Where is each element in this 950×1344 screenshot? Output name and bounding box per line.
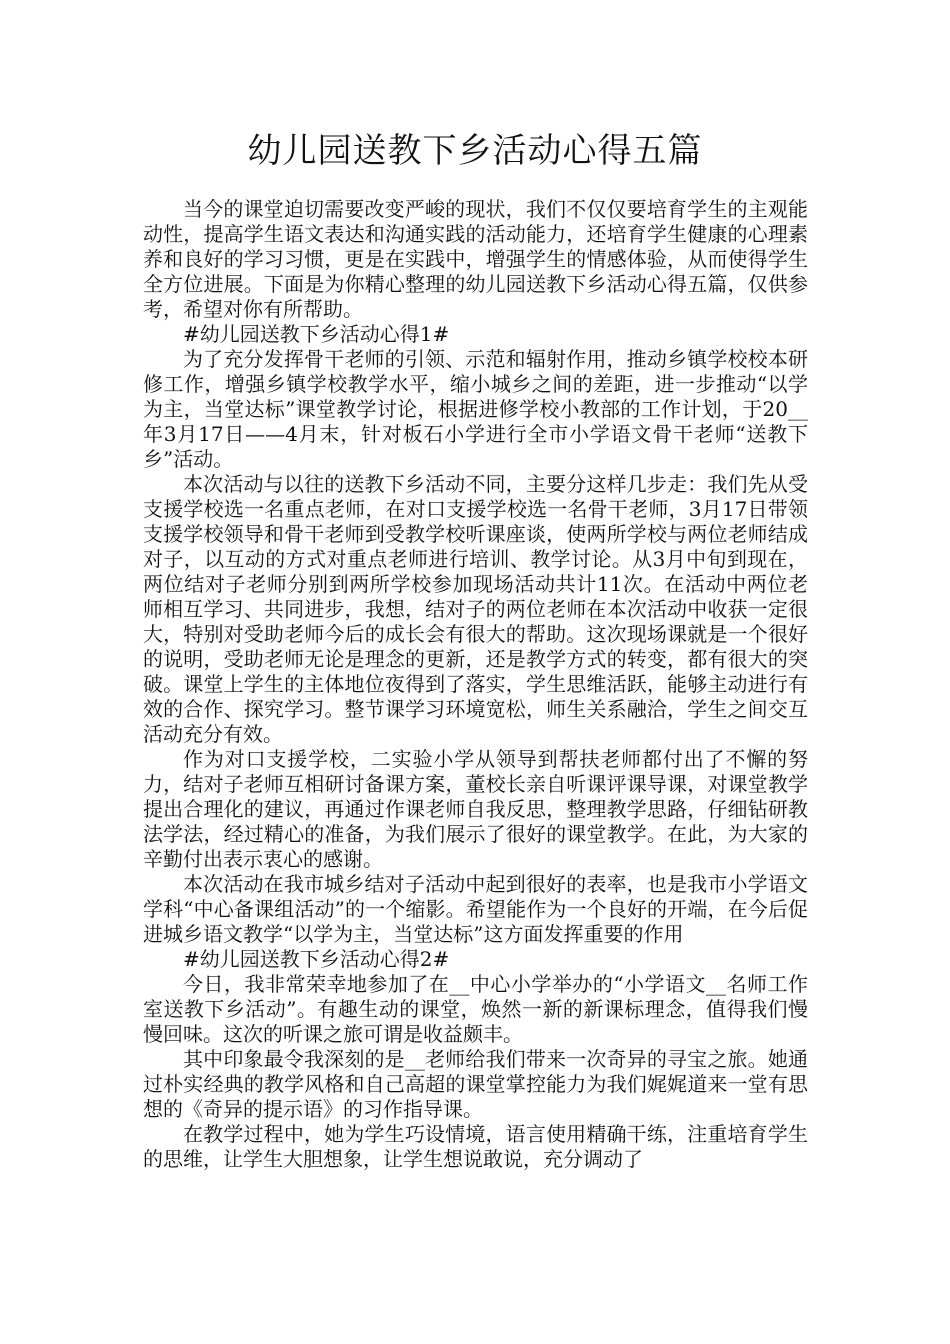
body-paragraph: 其中印象最令我深刻的是__老师给我们带来一次奇异的寻宝之旅。她通过朴实经典的教学风格和自己高超的课堂掌控能力为我们娓娓道来一堂有思想的《奇异的提示语》的习作指导课。 — [143, 1047, 808, 1121]
body-paragraph: 在教学过程中，她为学生巧设情境，语言使用精确干练，注重培育学生的思维，让学生大胆想象，让学生想说敢说，充分调动了 — [143, 1122, 808, 1171]
intro-paragraph: 当今的课堂迫切需要改变严峻的现状，我们不仅仅要培育学生的主观能动性，提高学生语文表达和沟通实践的活动能力，还培育学生健康的心理素养和良好的学习习惯，更是在实践中，增强学生的情感体验，从而使得学生全方位进展。下面是为你精心整理的幼儿园送教下乡活动心得五篇，仅供参考，希望对你有所帮助。 — [143, 197, 808, 321]
section-heading-1: #幼儿园送教下乡活动心得1# — [183, 322, 450, 346]
document-body — [143, 197, 808, 1172]
body-paragraph: 作为对口支援学校，二实验小学从领导到帮扶老师都付出了不懈的努力，结对子老师互相研讨备课方案，董校长亲自听课评课导课，对课堂教学提出合理化的建议，再通过作课老师自我反思，整理教学思路，仔细钻研教法学法，经过精心的准备，为我们展示了很好的课堂教学。在此，为大家的辛勤付出表示衷心的感谢。 — [143, 747, 808, 871]
body-paragraph: 为了充分发挥骨干老师的引领、示范和辐射作用，推动乡镇学校校本研修工作，增强乡镇学校教学水平，缩小城乡之间的差距，进一步推动“以学为主，当堂达标”课堂教学讨论，根据进修学校小教部的工作计划，于20__年3月17日——4月末，针对板石小学进行全市小学语文骨干老师“送教下乡”活动。 — [143, 347, 808, 471]
body-paragraph: 今日，我非常荣幸地参加了在__中心小学举办的“小学语文__名师工作室送教下乡活动”。有趣生动的课堂，焕然一新的新课标理念，值得我们慢慢回味。这次的听课之旅可谓是收益颇丰。 — [143, 972, 808, 1046]
body-paragraph: 本次活动与以往的送教下乡活动不同，主要分这样几步走：我们先从受支援学校选一名重点老师，在对口支援学校选一名骨干老师，3月17日带领支援学校领导和骨干老师到受教学校听课座谈，使两所学校与两位老师结成对子，以互动的方式对重点老师进行培训、教学讨论。从3月中旬到现在，两位结对子老师分别到两所学校参加现场活动共计11次。在活动中两位老师相互学习、共同进步，我想，结对子的两位老师在本次活动中收获一定很大，特别对受助老师今后的成长会有很大的帮助。这次现场课就是一个很好的说明，受助老师无论是理念的更新，还是教学方式的转变，都有很大的突破。课堂上学生的主体地位夜得到了落实，学生思维活跃，能够主动进行有效的合作、探究学习。整节课学习环境宽松，师生关系融洽，学生之间交互活动充分有效。 — [143, 472, 808, 746]
body-paragraph: 本次活动在我市城乡结对子活动中起到很好的表率，也是我市小学语文学科“中心备课组活动”的一个缩影。希望能作为一个良好的开端，在今后促进城乡语文教学“以学为主，当堂达标”这方面发挥重要的作用 — [143, 872, 808, 946]
document-title: 幼儿园送教下乡活动心得五篇 — [247, 131, 703, 171]
section-heading-2: #幼儿园送教下乡活动心得2# — [183, 947, 450, 971]
